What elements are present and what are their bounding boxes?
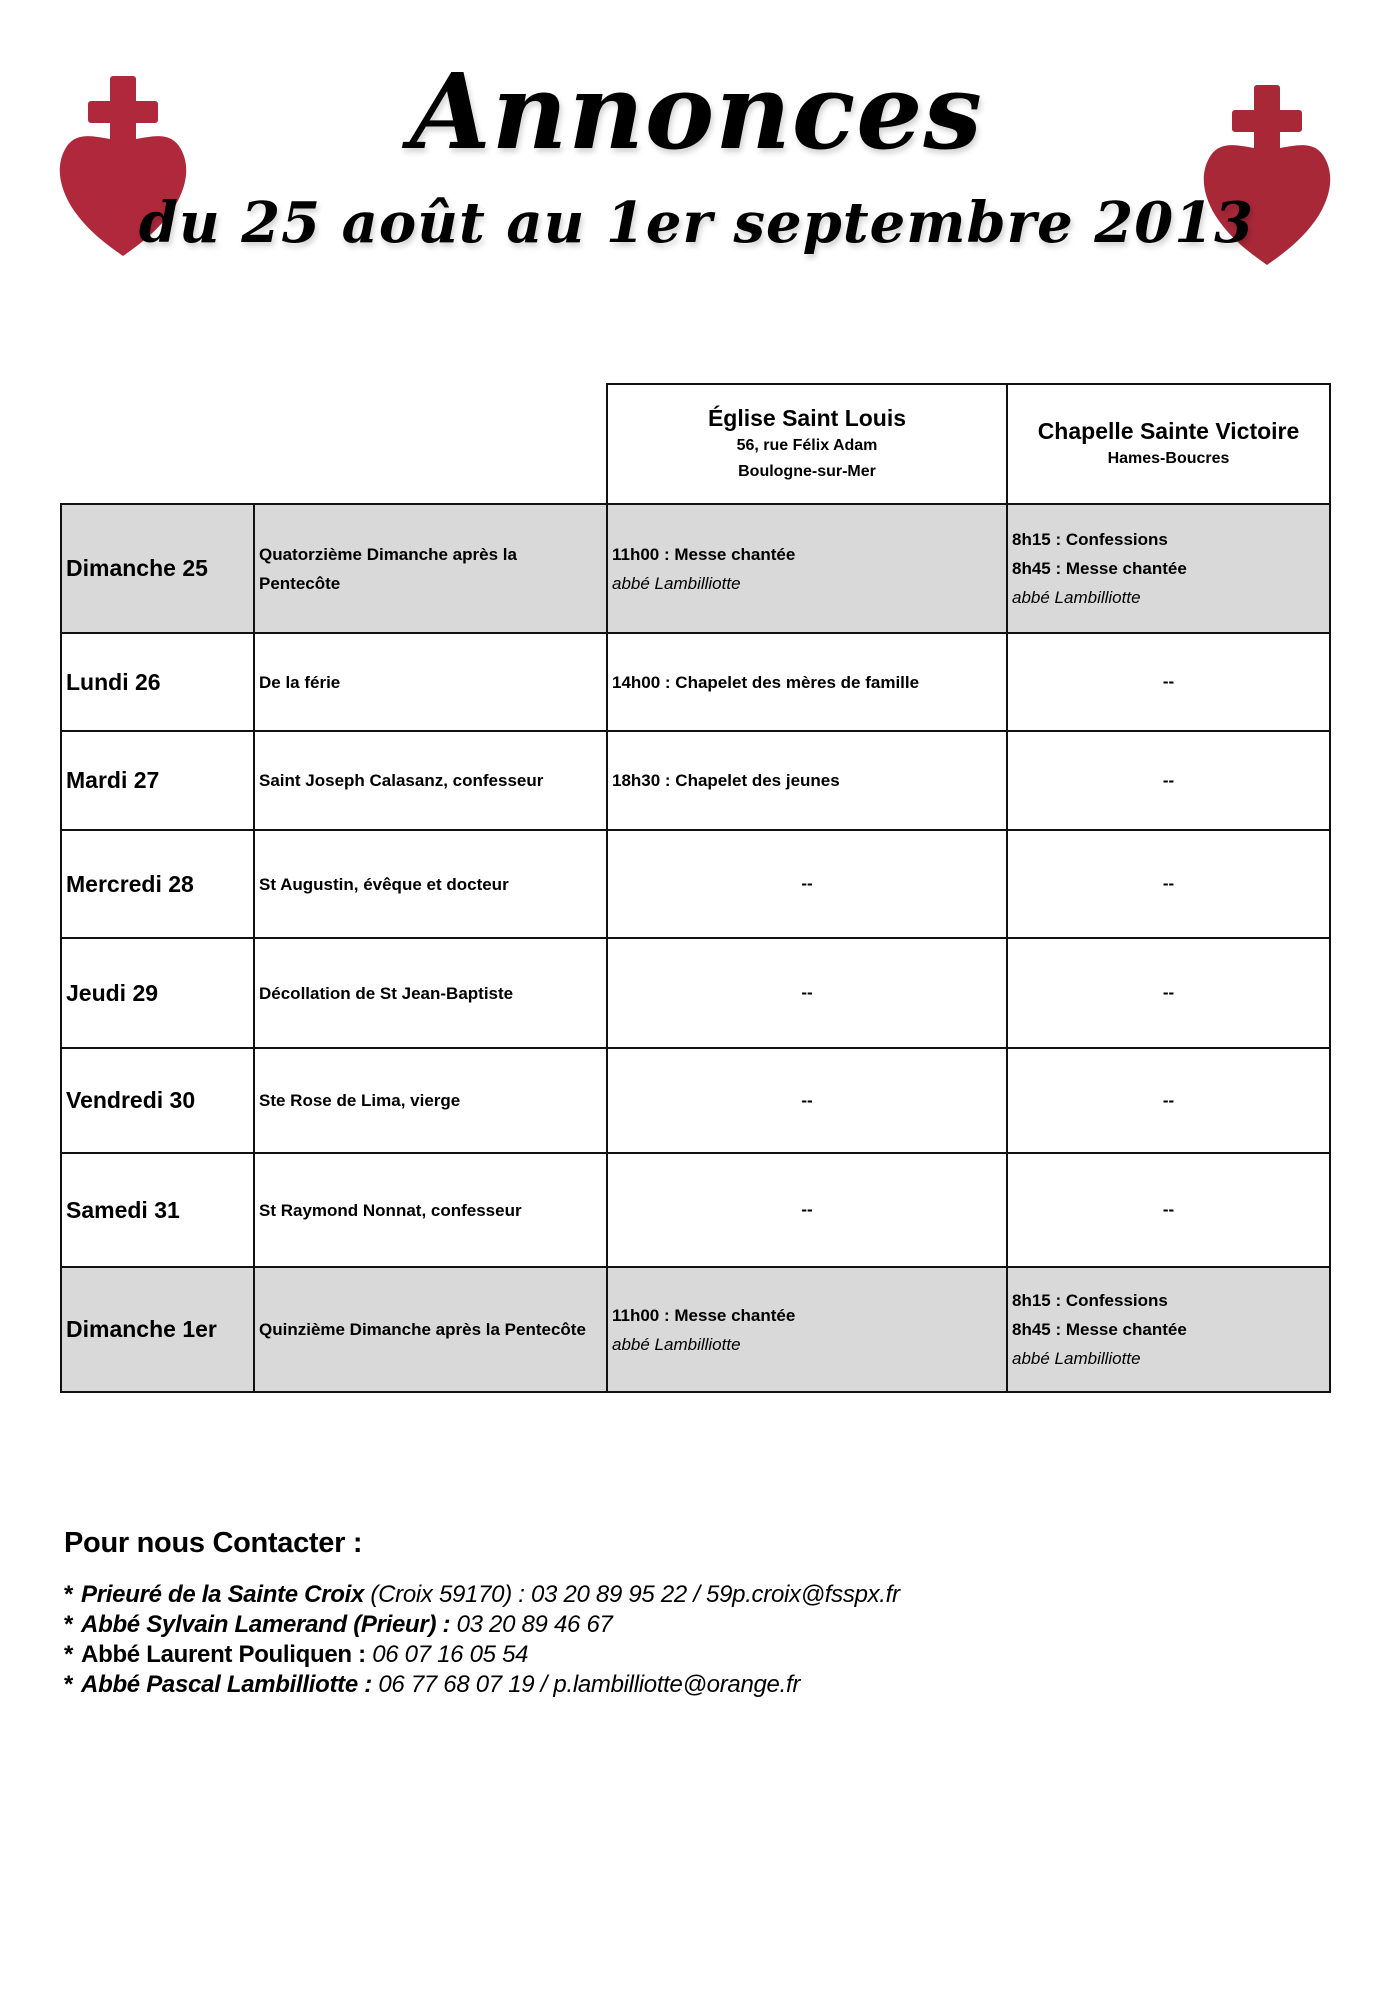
church-name: Chapelle Sainte Victoire <box>1037 418 1300 444</box>
feast-cell: St Augustin, évêque et docteur <box>254 830 607 938</box>
service-line: 11h00 : Messe chantée <box>612 1305 796 1325</box>
column-header-chapelle-sainte-victoire <box>1007 384 1330 504</box>
celebrant: abbé Lambilliotte <box>612 1334 741 1354</box>
day-cell: Lundi 26 <box>61 633 254 731</box>
contact-detail[interactable]: 06 07 16 05 54 <box>365 1641 529 1668</box>
day-cell: Dimanche 25 <box>61 504 254 633</box>
contact-name: Abbé Laurent Pouliquen : <box>81 1641 366 1668</box>
table-row <box>61 1267 1330 1392</box>
day-cell: Vendredi 30 <box>61 1048 254 1153</box>
feast-cell: De la férie <box>254 633 607 731</box>
contact-section <box>64 1526 900 1700</box>
sainte-victoire-service-cell: -- <box>1007 1048 1330 1153</box>
sainte-victoire-service-cell <box>1007 504 1330 633</box>
bullet-asterisk: * <box>64 1581 74 1608</box>
day-cell: Dimanche 1er <box>61 1267 254 1392</box>
feast-cell: Quatorzième Dimanche après la Pentecôte <box>254 504 607 633</box>
contact-detail[interactable]: 06 77 68 07 19 / p.lambilliotte@orange.fr <box>371 1671 801 1698</box>
sainte-victoire-service-cell <box>1007 1267 1330 1392</box>
feast-cell: Quinzième Dimanche après la Pentecôte <box>254 1267 607 1392</box>
celebrant: abbé Lambilliotte <box>612 573 741 593</box>
service-line: 11h00 : Messe chantée <box>612 544 796 564</box>
saint-louis-service-cell: -- <box>607 938 1007 1048</box>
feast-cell: Décollation de St Jean-Baptiste <box>254 938 607 1048</box>
contact-entry <box>64 1670 900 1700</box>
church-city: Hames-Boucres <box>1107 450 1230 467</box>
sainte-victoire-service-cell: -- <box>1007 938 1330 1048</box>
page-subtitle-date-range: du 25 août au 1er septembre 2013 <box>138 190 1255 256</box>
contact-heading: Pour nous Contacter : <box>64 1527 363 1559</box>
page-title: Annonces <box>410 50 983 173</box>
sainte-victoire-service-cell: -- <box>1007 1153 1330 1267</box>
table-row <box>61 830 1330 938</box>
bullet-asterisk: * <box>64 1641 74 1668</box>
table-row <box>61 938 1330 1048</box>
table-row <box>61 1153 1330 1267</box>
celebrant: abbé Lambilliotte <box>1012 1349 1141 1368</box>
table-row <box>61 633 1330 731</box>
feast-cell: Ste Rose de Lima, vierge <box>254 1048 607 1153</box>
saint-louis-service-cell: -- <box>607 830 1007 938</box>
saint-louis-service-cell: -- <box>607 1153 1007 1267</box>
contact-name: Prieuré de la Sainte Croix <box>81 1581 365 1608</box>
service-line: 8h15 : Confessions <box>1012 530 1168 549</box>
saint-louis-service-cell: -- <box>607 1048 1007 1153</box>
day-cell: Samedi 31 <box>61 1153 254 1267</box>
saint-louis-service-cell <box>607 731 1007 830</box>
table-row <box>61 731 1330 830</box>
table-row <box>61 504 1330 633</box>
saint-louis-service-cell <box>607 1267 1007 1392</box>
column-header-eglise-saint-louis <box>607 384 1007 504</box>
contact-detail[interactable]: 03 20 89 46 67 <box>450 1611 613 1638</box>
contact-detail[interactable]: (Croix 59170) : 03 20 89 95 22 / 59p.croix@fsspx.fr <box>364 1581 900 1608</box>
service-line: 14h00 : Chapelet des mères de famille <box>612 672 920 692</box>
sainte-victoire-service-cell: -- <box>1007 633 1330 731</box>
saint-louis-service-cell <box>607 504 1007 633</box>
service-line: 8h45 : Messe chantée <box>1012 1320 1187 1339</box>
contact-entry <box>64 1610 900 1640</box>
day-cell: Mercredi 28 <box>61 830 254 938</box>
schedule-table <box>60 383 1331 1393</box>
day-cell: Mardi 27 <box>61 731 254 830</box>
contact-entry <box>64 1640 900 1670</box>
bullet-asterisk: * <box>64 1611 74 1638</box>
church-address: 56, rue Félix Adam <box>736 437 878 454</box>
contact-entry <box>64 1580 900 1610</box>
header-blank-cell <box>61 384 607 504</box>
church-city: Boulogne-sur-Mer <box>738 463 876 480</box>
church-name: Église Saint Louis <box>707 405 907 431</box>
saint-louis-service-cell <box>607 633 1007 731</box>
bullet-asterisk: * <box>64 1671 74 1698</box>
day-cell: Jeudi 29 <box>61 938 254 1048</box>
feast-cell: St Raymond Nonnat, confesseur <box>254 1153 607 1267</box>
contact-name: Abbé Pascal Lambilliotte : <box>81 1671 372 1698</box>
service-line: 18h30 : Chapelet des jeunes <box>612 771 840 790</box>
table-header-row <box>61 384 1330 504</box>
sainte-victoire-service-cell: -- <box>1007 731 1330 830</box>
contact-name: Abbé Sylvain Lamerand (Prieur) : <box>81 1611 451 1638</box>
celebrant: abbé Lambilliotte <box>1012 588 1141 607</box>
table-row <box>61 1048 1330 1153</box>
sainte-victoire-service-cell: -- <box>1007 830 1330 938</box>
service-line: 8h45 : Messe chantée <box>1012 559 1187 578</box>
feast-cell: Saint Joseph Calasanz, confesseur <box>254 731 607 830</box>
service-line: 8h15 : Confessions <box>1012 1291 1168 1310</box>
